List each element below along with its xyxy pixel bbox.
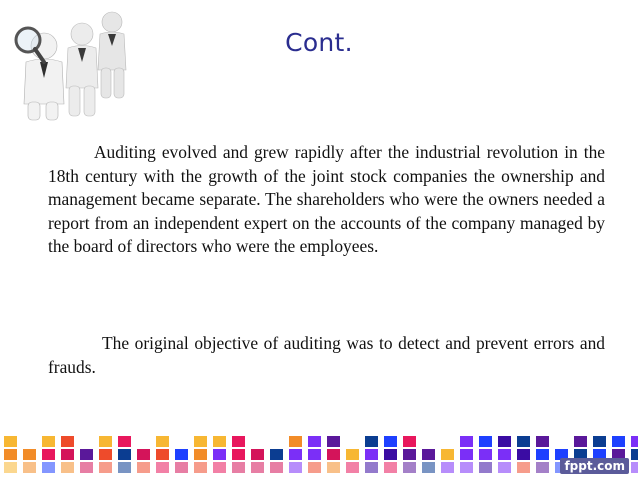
slide-title: Cont. — [285, 28, 353, 57]
color-mosaic-strip — [0, 434, 638, 478]
business-figures-magnifier-icon — [4, 4, 144, 122]
paragraph-objective: The original objective of auditing was to detect and prevent errors and frauds. — [48, 333, 605, 377]
paragraph-history: Auditing evolved and grew rapidly after the industrial revolution in the 18th century with the growth of the joint stock companies the ownership and management became separate. The shareholders who were the owners needed a report from an independent expert on the accounts of the company managed by the board of directors who were the employees. — [48, 142, 605, 257]
brand-logo: fppt.com — [560, 458, 629, 474]
